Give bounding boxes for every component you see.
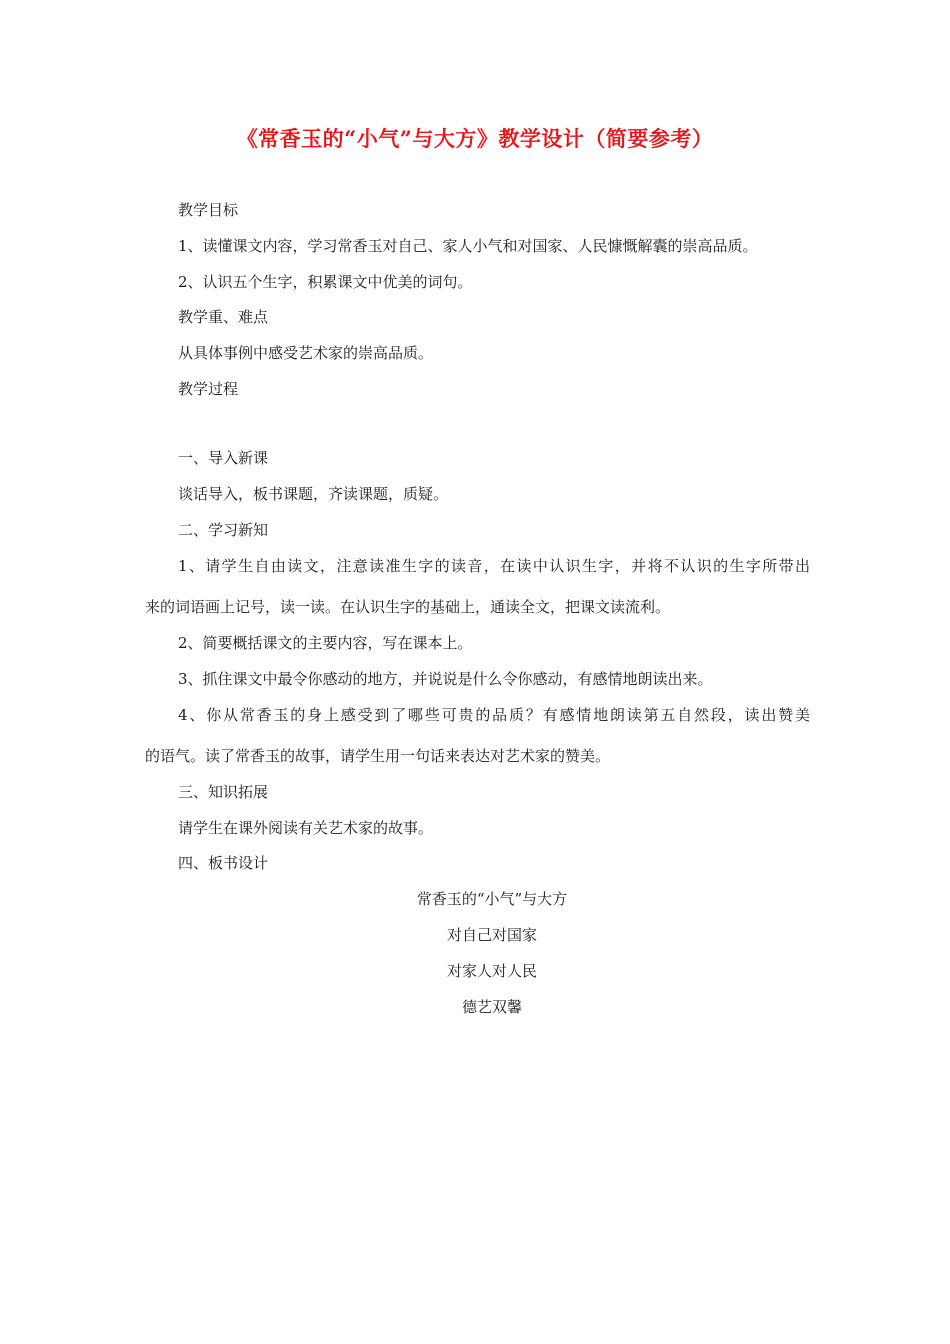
board-line-1: 常香玉的“小气”与大方 [416,890,568,908]
part4-heading: 四、板书设计 [178,854,269,872]
part2-heading: 二、学习新知 [178,521,269,539]
part1-text: 谈话导入，板书课题，齐读课题，质疑。 [178,485,449,503]
part1-heading: 一、导入新课 [178,449,269,467]
goals-heading: 教学目标 [178,201,239,219]
part3-text: 请学生在课外阅读有关艺术家的故事。 [178,819,434,837]
key-points-heading: 教学重、难点 [178,308,269,326]
goal-item-1: 1、读懂课文内容，学习常香玉对自己、家人小气和对国家、人民慷慨解囊的崇高品质。 [178,237,758,255]
goal-item-2: 2、认识五个生字，积累课文中优美的词句。 [178,273,473,291]
step3-text: 3、抓住课文中最令你感动的地方，并说说是什么令你感动，有感情地朗读出来。 [178,670,713,688]
step1-line2: 来的词语画上记号，读一读。在认识生字的基础上，通读全文，把课文读流利。 [145,598,671,616]
key-points-text: 从具体事例中感受艺术家的崇高品质。 [178,344,434,362]
process-heading: 教学过程 [178,380,239,398]
document-title: 《常香玉的“小气”与大方》教学设计（简要参考） [236,126,714,151]
step2-text: 2、简要概括课文的主要内容，写在课本上。 [178,634,473,652]
board-line-2: 对自己对国家 [446,926,537,944]
part3-heading: 三、知识拓展 [178,783,269,801]
step1-line1: 1、请学生自由读文，注意读准生字的读音，在读中认识生字，并将不认识的生字所带出 [178,557,810,575]
board-line-4: 德艺双馨 [461,998,522,1016]
step4-line1: 4、你从常香玉的身上感受到了哪些可贵的品质？有感情地朗读第五自然段，读出赞美 [178,706,810,724]
step4-line2: 的语气。读了常香玉的故事，请学生用一句话来表达对艺术家的赞美。 [145,747,611,765]
board-line-3: 对家人对人民 [446,962,537,980]
